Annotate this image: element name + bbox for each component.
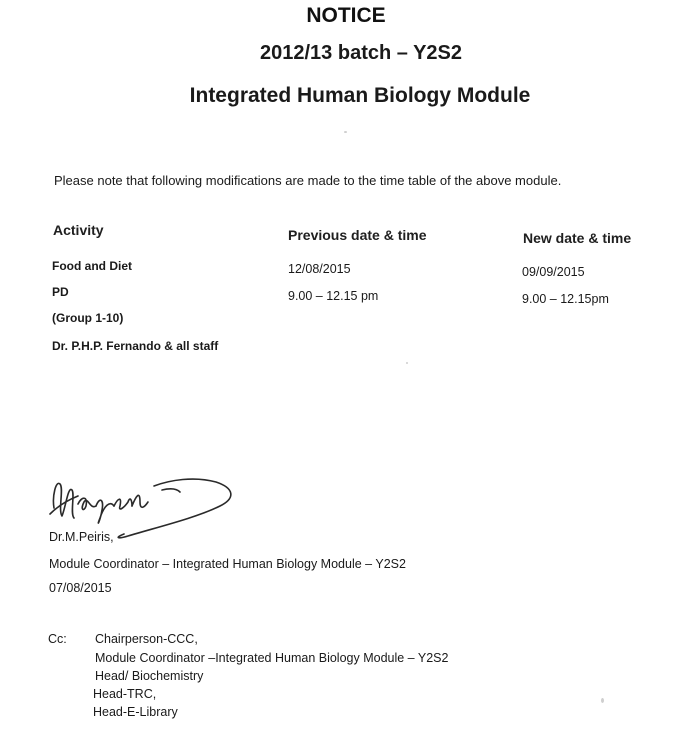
activity-line: Dr. P.H.P. Fernando & all staff xyxy=(52,339,219,353)
cc-recipient: Head-E-Library xyxy=(93,705,178,719)
activity-line: (Group 1-10) xyxy=(52,311,124,325)
intro-text: Please note that following modifications are made to the time table of the above module. xyxy=(54,173,562,188)
cc-recipient: Module Coordinator –Integrated Human Biology Module – Y2S2 xyxy=(95,651,449,665)
activity-line: PD xyxy=(52,285,69,299)
new-header: New date & time xyxy=(523,230,632,246)
scan-speck xyxy=(601,698,604,703)
new-date: 09/09/2015 xyxy=(522,265,585,279)
signatory-title: Module Coordinator – Integrated Human Biology Module – Y2S2 xyxy=(49,557,406,571)
previous-header: Previous date & time xyxy=(288,227,427,243)
cc-recipient: Head-TRC, xyxy=(93,687,157,701)
cc-label: Cc: xyxy=(48,632,67,646)
cc-recipient: Head/ Biochemistry xyxy=(95,669,204,683)
cc-recipient: Chairperson-CCC, xyxy=(95,632,198,646)
signatory-date: 07/08/2015 xyxy=(49,581,112,595)
scan-speck xyxy=(344,131,347,133)
scan-speck xyxy=(406,362,408,364)
previous-date: 12/08/2015 xyxy=(288,262,351,276)
activity-line: Food and Diet xyxy=(52,259,132,273)
signatory-name: Dr.M.Peiris, xyxy=(49,530,114,544)
module-heading: Integrated Human Biology Module xyxy=(189,84,531,107)
activity-header: Activity xyxy=(53,222,104,238)
notice-heading: NOTICE xyxy=(306,4,386,27)
previous-time: 9.00 – 12.15 pm xyxy=(288,289,379,303)
batch-heading: 2012/13 batch – Y2S2 xyxy=(260,42,462,64)
new-time: 9.00 – 12.15pm xyxy=(522,292,609,306)
